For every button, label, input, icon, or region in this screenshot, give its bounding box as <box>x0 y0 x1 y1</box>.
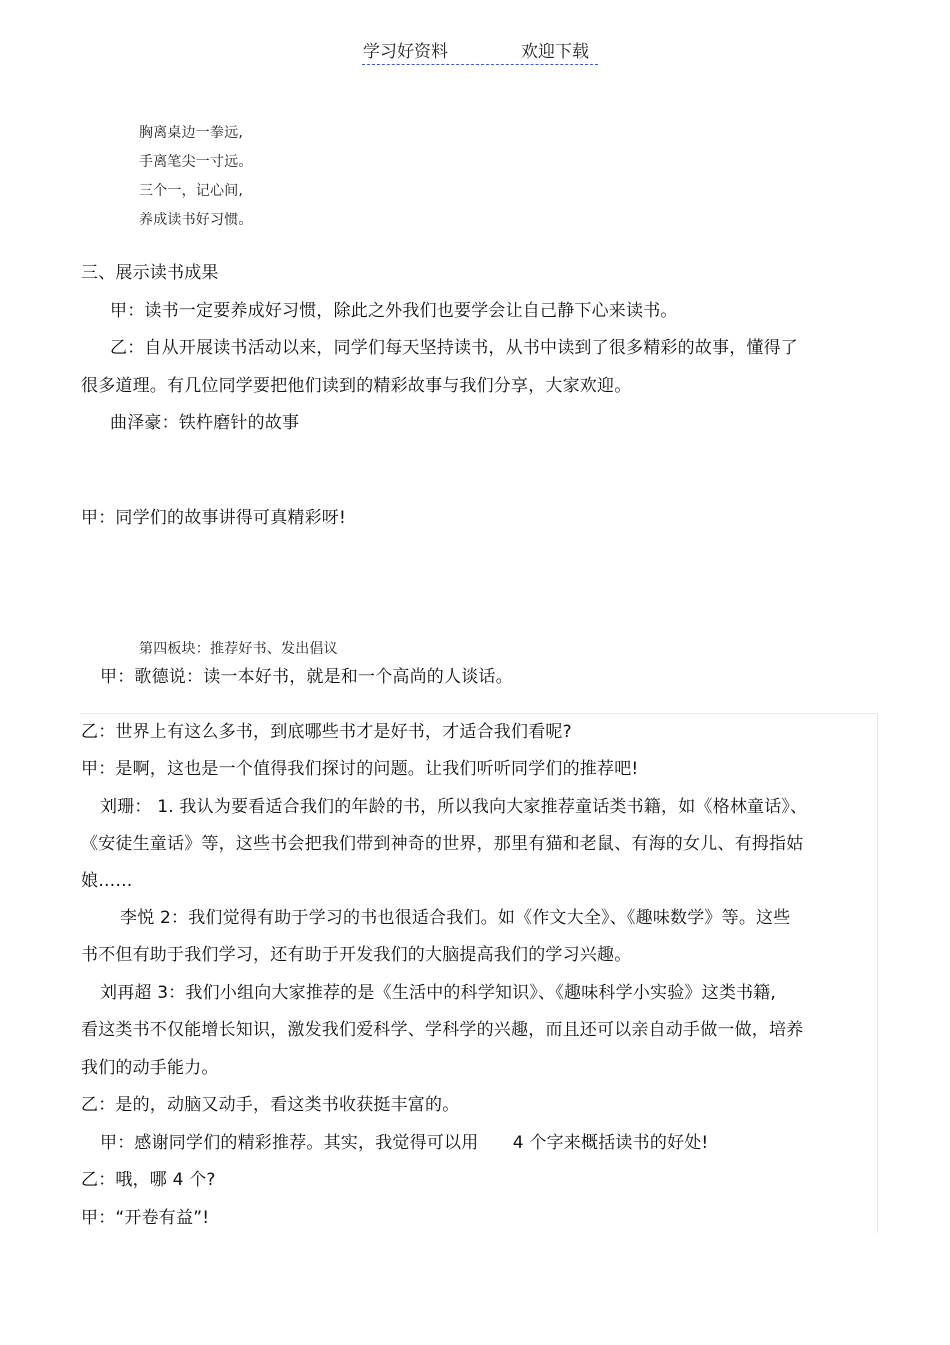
paragraph: 甲：同学们的故事讲得可真精彩呀! <box>81 508 347 528</box>
poem-line: 胸离桌边一拳远, <box>139 125 244 141</box>
paragraph: 乙：自从开展读书活动以来，同学们每天坚持读书，从书中读到了很多精彩的故事，懂得了 <box>110 338 798 358</box>
paragraph: 刘再超 3：我们小组向大家推荐的是《生活中的科学知识》、《趣味科学小实验》这类书籍, <box>100 983 777 1003</box>
paragraph: 书不但有助于我们学习，还有助于开发我们的大脑提高我们的学习兴趣。 <box>81 945 632 965</box>
paragraph: 娘…… <box>81 871 133 891</box>
frame-border-right <box>877 713 878 1233</box>
frame-border-top <box>80 713 877 714</box>
poem-line: 三个一，记心间, <box>139 183 244 199</box>
paragraph: 甲：“开卷有益”! <box>81 1208 210 1228</box>
paragraph: 乙：世界上有这么多书，到底哪些书才是好书，才适合我们看呢? <box>81 722 572 742</box>
paragraph: 很多道理。有几位同学要把他们读到的精彩故事与我们分享，大家欢迎。 <box>81 376 632 396</box>
header-left-text: 学习好资料 <box>363 42 448 62</box>
section-title: 第四板块：推荐好书、发出倡议 <box>139 641 338 657</box>
paragraph: 甲：感谢同学们的精彩推荐。其实，我觉得可以用 4 个字来概括读书的好处! <box>100 1133 709 1153</box>
paragraph: 《安徒生童话》等，这些书会把我们带到神奇的世界，那里有猫和老鼠、有海的女儿、有拇指姑 <box>81 834 804 854</box>
paragraph: 甲：是啊，这也是一个值得我们探讨的问题。让我们听听同学们的推荐吧! <box>81 759 639 779</box>
paragraph: 甲：读书一定要养成好习惯，除此之外我们也要学会让自己静下心来读书。 <box>110 301 678 321</box>
paragraph: 乙：哦，哪 4 个? <box>81 1170 216 1190</box>
section-title: 三、展示读书成果 <box>81 263 219 283</box>
page-header <box>362 40 598 65</box>
paragraph: 我们的动手能力。 <box>81 1058 219 1078</box>
paragraph: 乙：是的，动脑又动手，看这类书收获挺丰富的。 <box>81 1095 460 1115</box>
paragraph: 刘珊： 1. 我认为要看适合我们的年龄的书，所以我向大家推荐童话类书籍，如《格林童话》、 <box>100 797 808 817</box>
paragraph: 李悦 2：我们觉得有助于学习的书也很适合我们。如《作文大全》、《趣味数学》等。这些 <box>120 908 791 928</box>
paragraph: 看这类书不仅能增长知识，激发我们爱科学、学科学的兴趣，而且还可以亲自动手做一做，培养 <box>81 1020 804 1040</box>
paragraph: 甲：歌德说：读一本好书，就是和一个高尚的人谈话。 <box>100 667 513 687</box>
poem-line: 手离笔尖一寸远。 <box>139 154 253 170</box>
header-right-text: 欢迎下载 <box>521 42 589 62</box>
poem-line: 养成读书好习惯。 <box>139 212 253 228</box>
paragraph: 曲泽豪：铁杵磨针的故事 <box>110 413 300 433</box>
